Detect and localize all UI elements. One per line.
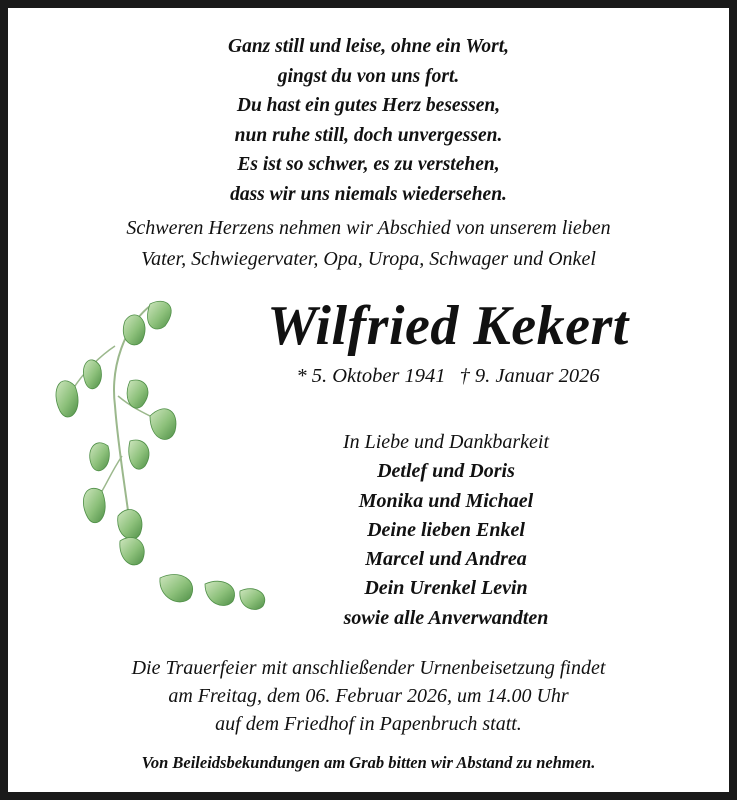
birth-date: * 5. Oktober 1941 [296,365,446,387]
mourners-lead: In Liebe und Dankbarkeit [342,431,550,453]
mourner-name: Monika und Michael [358,489,534,512]
service-line: Die Trauerfeier mit anschließender Urnenbeisetzung findet [131,657,606,679]
mourner-name: Deine lieben Enkel [367,518,525,541]
death-date: † 9. Januar 2026 [459,365,600,387]
poem-line: nun ruhe still, doch unvergessen. [234,124,503,146]
poem-line: dass wir uns niemals wiedersehen. [230,183,507,205]
mourner-name: Marcel und Andrea [365,548,527,571]
farewell-intro [8,213,729,275]
poem-line: Ganz still und leise, ohne ein Wort, [227,36,509,57]
deceased-name: Wilfried Kekert [267,295,629,357]
life-dates [158,360,737,392]
poem-line: gingst du von uns fort. [277,65,460,87]
mourner-name: sowie alle Anverwandten [343,606,549,629]
mourners-list [186,428,706,633]
mourner-name: Dein Urenkel Levin [364,577,528,600]
service-line: auf dem Friedhof in Papenbruch statt. [215,713,522,735]
service-line: am Freitag, dem 06. Februar 2026, um 14.00 Uhr [168,685,569,707]
mourner-name: Detlef und Doris [377,460,515,483]
poem [8,32,729,209]
intro-line: Vater, Schwiegervater, Opa, Uropa, Schwager und Onkel [141,248,596,270]
funeral-service-info [8,654,729,738]
poem-line: Du hast ein gutes Herz besessen, [236,95,501,116]
poem-line: Es ist so schwer, es zu verstehen, [237,154,500,175]
intro-line: Schweren Herzens nehmen wir Abschied von unserem lieben [126,217,611,239]
condolence-request: Von Beileidsbekundungen am Grab bitten wir Abstand zu nehmen. [141,753,596,772]
